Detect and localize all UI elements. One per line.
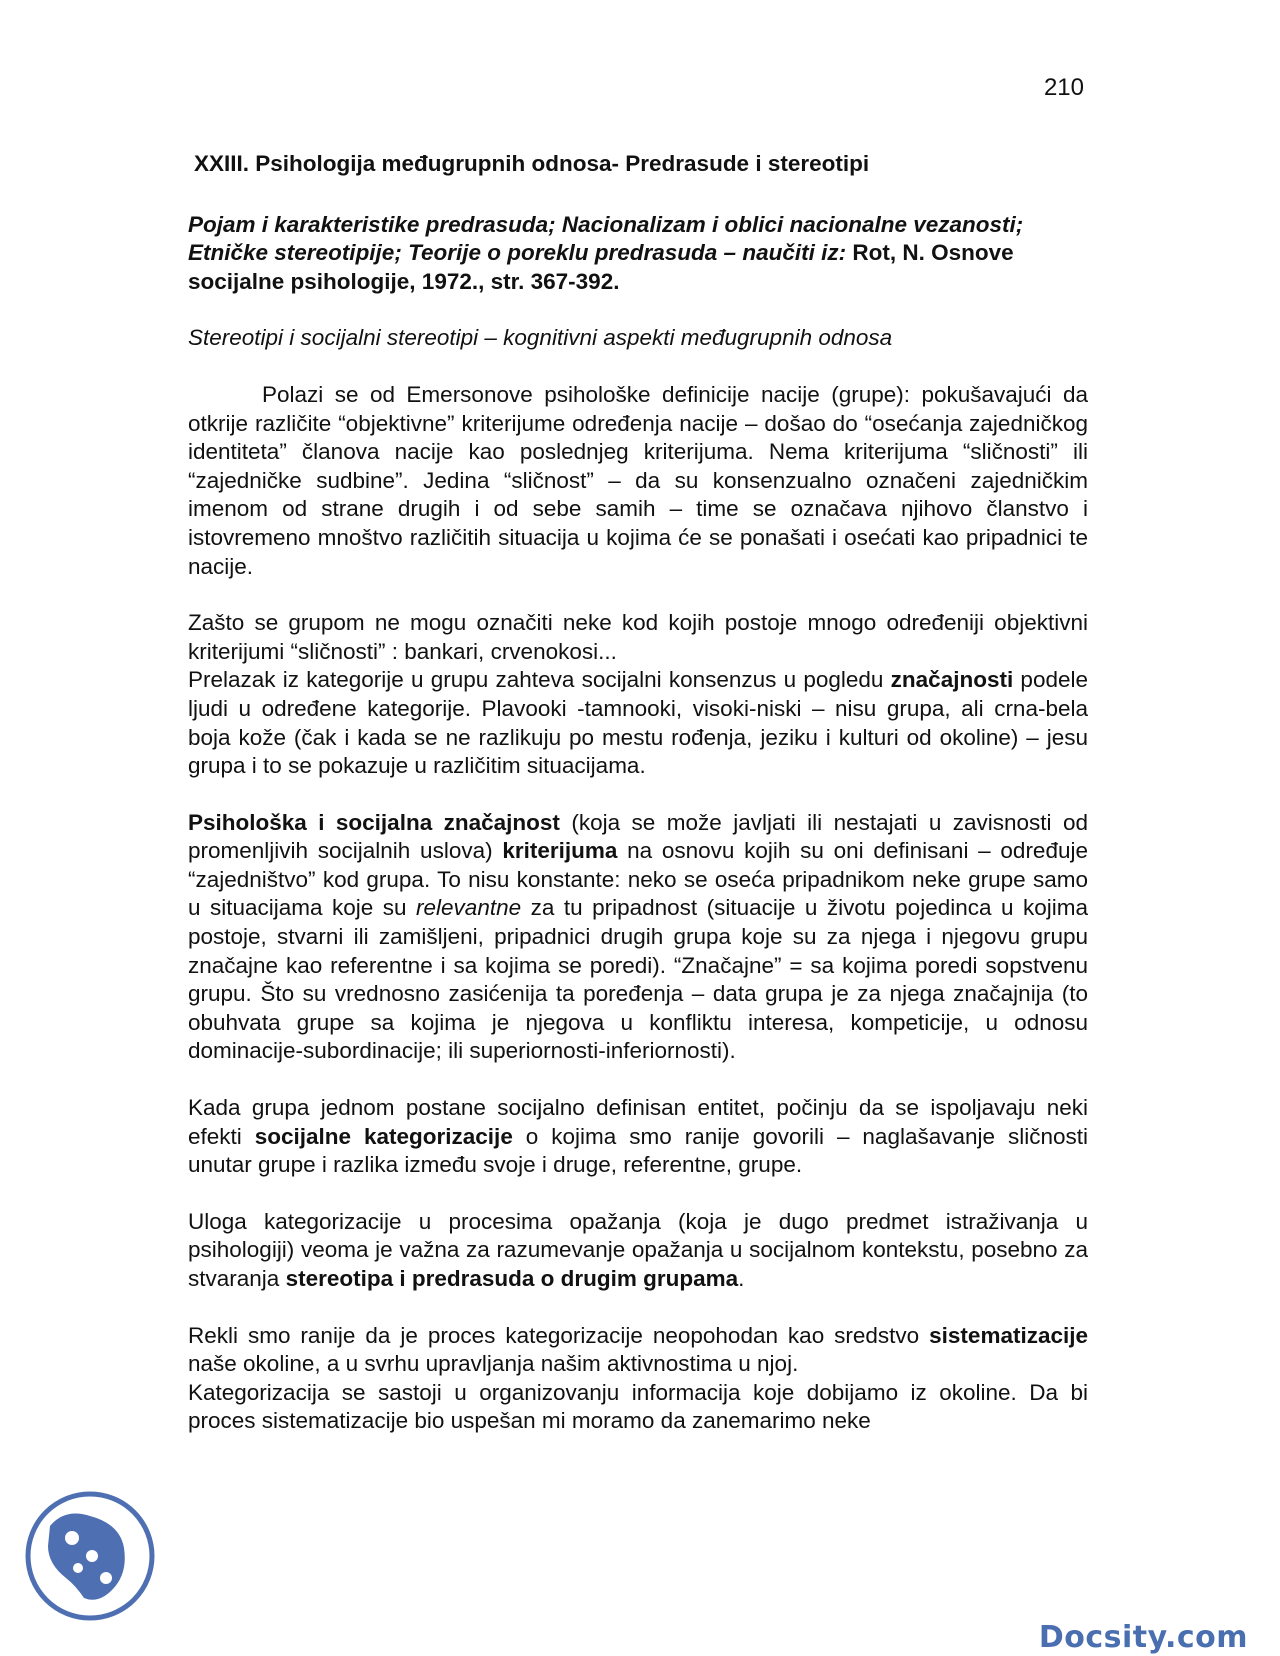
- paragraph-8: Kategorizacija se sastoji u organizovanju informacija koje dobijamo iz okoline. Da bi proces sistematizacije bio uspešan mi moramo da zanemarimo neke: [188, 1379, 1088, 1434]
- paragraph-5: Kada grupa jednom postane socijalno definisan entitet, počinju da se ispoljavaju neki efekti socijalne kategorizacije o kojima smo ranije govorili – naglašavanje sličnosti unutar grupe i razlika između svoje i druge, referentne, grupe.: [188, 1095, 1089, 1178]
- paragraph-2: Zašto se grupom ne mogu označiti neke kod kojih postoje mnogo određeniji objektivni kriterijumi “sličnosti” : bankari, crvenokosi...: [188, 610, 1088, 664]
- reading-assignment: [188, 211, 1088, 297]
- chapter-title: XXIII. Psihologija međugrupnih odnosa- Predrasude i stereotipi: [194, 151, 870, 176]
- docsity-watermark: Docsity.com: [1038, 1620, 1248, 1655]
- paragraph-6: Uloga kategorizacije u procesima opažanja (koja je dugo predmet istraživanja u psihologiji) veoma je važna za razumevanje opažanja u socijalnom kontekstu, posebno za stvaranja stereotipa i predrasuda o drugim grupama.: [188, 1208, 1088, 1291]
- section-heading: Stereotipi i socijalni stereotipi – kognitivni aspekti međugrupnih odnosa: [188, 325, 893, 351]
- reading-topics: Pojam i karakteristike predrasuda; Nacionalizam i oblici nacionalne vezanosti; Etničke stereotipije; Teorije o poreklu predrasuda – naučiti iz:: [188, 211, 1024, 266]
- reading-source: Rot, N. Osnove socijalne psihologije, 1972., str. 367-392.: [188, 240, 1014, 294]
- document-body: [188, 150, 1088, 1436]
- paragraph-7: Rekli smo ranije da je proces kategorizacije neopohodan kao sredstvo sistematizacije naše okoline, a u svrhu upravljanja našim aktivnostima u njoj.: [188, 1322, 1088, 1377]
- paragraph-3: Prelazak iz kategorije u grupu zahteva socijalni konsenzus u pogledu značajnosti podele ljudi u određene kategorije. Plavooki -tamnooki, visoki-niski – nisu grupa, ali crna-bela boja kože (čak i kada se ne razlikuju po mestu rođenja, jeziku i kulturi od okoline) – jesu grupa i to se pokazuje u različitim situacijama.: [188, 667, 1088, 779]
- paragraph-1: Polazi se od Emersonove psihološke definicije nacije (grupe): pokušavajući da otkrije različite “objektivne” kriterijume određenja nacije – došao do “osećanja zajedničkog identiteta” članova nacije kao poslednjeg kriterijuma. Nema kriterijuma “sličnosti” ili “zajedničke sudbine”. Jedina “sličnost” – da su konsenzualno označeni zajedničkim imenom od strane drugih i od sebe samih – time se označava njihovo članstvo i istovremeno mnoštvo različitih situacija u kojima će se ponašati i osećati kao pripadnici te nacije.: [188, 381, 1088, 579]
- docsity-logo-icon: [20, 1486, 160, 1626]
- page-number: 210: [1043, 74, 1084, 101]
- paragraph-4: Psihološka i socijalna značajnost (koja se može javljati ili nestajati u zavisnosti od promenljivih socijalnih uslova) kriterijuma na osnovu kojih su oni definisani – određuje “zajedništvo” kod grupa. To nisu konstante: neko se oseća pripadnikom neke grupe samo u situacijama koje su relevantne za tu pripadnost (situacije u životu pojedinca u kojima postoje, stvarni ili zamišljeni, pripadnici drugih grupa koje su za njega i njegovu grupu značajne kao referentne i sa kojima se poredi). “Značajne” = sa kojima poredi sopstvenu grupu. Što su vrednosno zasićenija ta poređenja – data grupa je za njega značajnija (to obuhvata grupe sa kojima je njegova u konfliktu interesa, kompeticije, u odnosu dominacije-subordinacije; ili superiornosti-inferiornosti).: [188, 809, 1089, 1064]
